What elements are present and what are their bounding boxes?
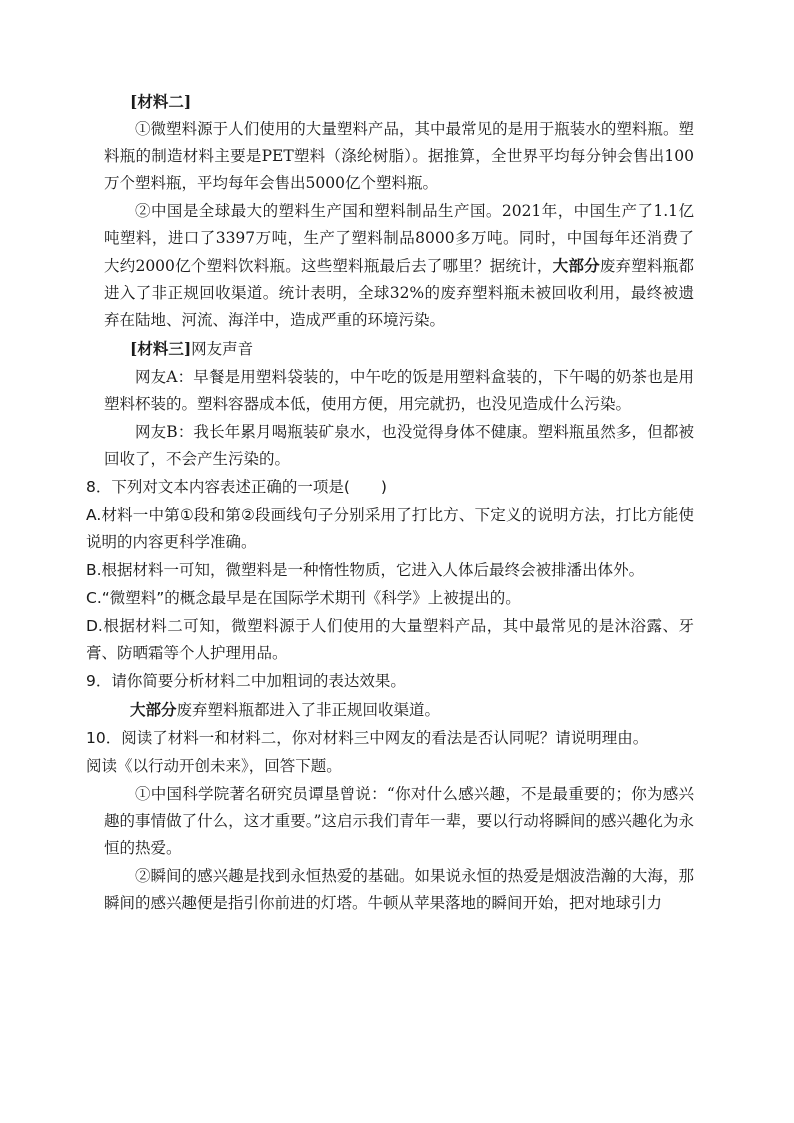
question-8-option-c: C.“微塑料”的概念最早是在国际学术期刊《科学》上被提出的。 [86,589,521,607]
question-9-quote-rest: 废弃塑料瓶都进入了非正规回收渠道。 [176,701,441,719]
material-2-paragraph-1: ①微塑料源于人们使用的大量塑料产品，其中最常见的是用于瓶装水的塑料瓶。塑料瓶的制造材料主要是PET塑料（涤纶树脂）。据推算，全世界平均每分钟会售出100万个塑料瓶，平均每年会售出5000亿个塑料瓶。 [104,120,694,192]
question-9-stem: 9．请你简要分析材料二中加粗词的表达效果。 [86,672,406,690]
question-8-option-b: B.根据材料一可知，微塑料是一种惰性物质，它进入人体后最终会被排潘出体外。 [86,561,645,579]
material-2-paragraph-2-text-a: ②中国是全球最大的塑料生产国和塑料制品生产国。2021年，中国生产了1.1亿吨塑料，进口了3397万吨，生产了塑料制品8000多万吨。同时，中国每年还消费了大约2000亿个塑料饮料瓶。这些塑料瓶最后去了哪里？据统计， [104,202,694,275]
bold-word: 大部分 [552,256,600,275]
material-3-netizen-b: 网友B：我长年累月喝瓶装矿泉水，也没觉得身体不健康。塑料瓶虽然多，但都被回收了，不会产生污染的。 [104,423,694,468]
reading-paragraph-1: ①中国科学院著名研究员谭垦曾说：“你对什么感兴趣，不是最重要的；你为感兴趣的事情做了什么，这才重要。”这启示我们青年一辈，要以行动将瞬间的感兴趣化为永恒的热爱。 [104,785,694,857]
question-9-bold-word: 大部分 [130,700,177,719]
material-3-netizen-a: 网友A：早餐是用塑料袋装的，中午吃的饭是用塑料盒装的，下午喝的奶茶也是用塑料杯装的。塑料容器成本低，使用方便，用完就扔，也没见造成什么污染。 [104,368,694,413]
material-3-heading-suffix: 网友声音 [191,340,254,358]
question-8-stem: 8．下列对文本内容表述正确的一项是( ) [86,478,387,496]
reading-intro: 阅读《以行动开创未来》，回答下题。 [86,757,342,775]
reading-paragraph-2: ②瞬间的感兴趣是找到永恒热爱的基础。如果说永恒的热爱是烟波浩瀚的大海，那瞬间的感兴趣便是指引你前进的灯塔。牛顿从苹果落地的瞬间开始，把对地球引力 [104,867,694,912]
material-3-heading [104,335,694,363]
material-2-heading: [材料二] [130,92,192,111]
material-2-paragraph-2-text-b: 废弃塑料瓶都进入了非正规回收渠道。统计表明，全球32%的废弃塑料瓶未被回收利用，最终被遗弃在陆地、河流、海洋中，造成严重的环境污染。 [104,257,694,329]
document-body [86,88,694,918]
material-2-paragraph-2 [104,198,694,334]
question-8-option-d: D.根据材料二可知，微塑料源于人们使用的大量塑料产品，其中最常见的是沐浴露、牙膏、防晒霜等个人护理用品。 [86,617,694,662]
question-10-stem: 10．阅读了材料一和材料二，你对材料三中网友的看法是否认同呢？请说明理由。 [86,729,649,747]
question-8-option-a: A.材料一中第①段和第②段画线句子分别采用了打比方、下定义的说明方法，打比方能使说明的内容更科学准确。 [86,506,694,551]
question-9-quote [104,696,694,724]
material-3-heading-label: [材料三] [130,339,192,358]
